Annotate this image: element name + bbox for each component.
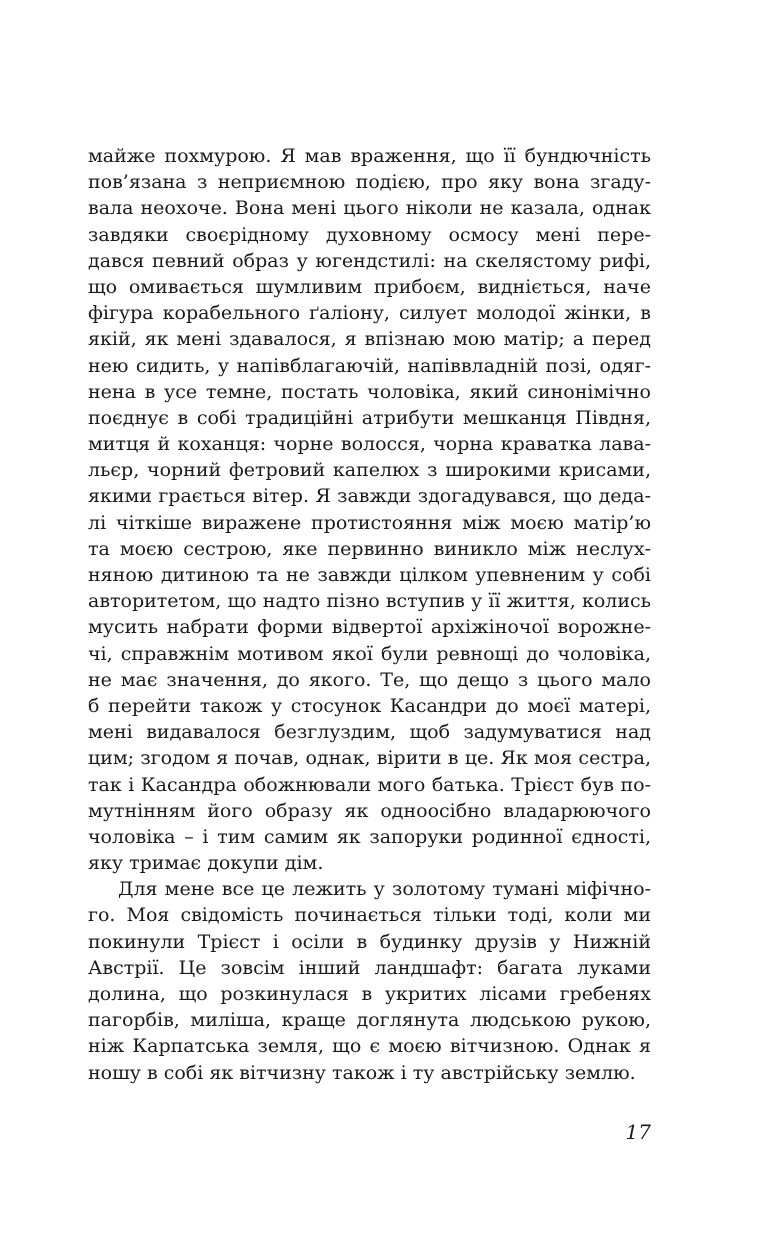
text-line: вала неохоче. Вона мені цього ніколи не казала, однак — [88, 197, 651, 220]
text-line: покинули Трієст і осіли в будинку друзів у Нижній — [88, 930, 651, 953]
text-line: поєднує в собі традиційні атрибути мешканця Півдня, — [88, 406, 651, 429]
text-line: та моєю сестрою, яке первинно виникло між неслух- — [88, 537, 651, 560]
text-line: яку тримає докупи дім. — [88, 852, 324, 875]
text-line: го. Моя свідомість починається тільки тоді, коли ми — [88, 904, 651, 927]
text-line: долина, що розкинулася в укритих лісами гребенях — [88, 983, 651, 1005]
text-line: Австрії. Це зовсім інший ландшафт: багата луками — [88, 956, 651, 979]
text-line: цим; згодом я почав, однак, вірити в це. Як моя сестра, — [88, 747, 651, 770]
text-line: дався певний образ у югендстилі: на скелястому рифі, — [88, 249, 651, 272]
text-line: не має значення, до якого. Те, що дещо з цього мало — [88, 668, 651, 691]
text-line: якими грається вітер. Я завжди здогадувався, що деда- — [88, 485, 651, 508]
body-text — [88, 143, 651, 1086]
text-line: мені видавалося безглуздим, щоб задумуватися над — [88, 721, 651, 744]
text-line: чоловіка – і тим самим як запоруки родинної єдності, — [88, 825, 651, 848]
text-line: авторитетом, що надто пізно вступив у її життя, колись — [88, 590, 651, 613]
text-line: пагорбів, миліша, краще доглянута людською рукою, — [88, 1009, 651, 1032]
page-number: 17 — [625, 1120, 651, 1144]
text-line: няною дитиною та не завжди цілком упевненим у собі — [88, 564, 651, 586]
text-line: ношу в собі як вітчизну також і ту австрійську землю. — [88, 1061, 636, 1084]
text-line: мусить набрати форми відвертої архіжіночої ворожне- — [88, 616, 651, 639]
text-line: що омивається шумливим прибоєм, видніється, наче — [88, 275, 651, 298]
text-line: нею сидить, у напівблагаючій, напіввладній позі, одяг- — [88, 354, 651, 377]
text-line: так і Касандра обожнювали мого батька. Трієст був по- — [88, 773, 651, 796]
paragraph — [88, 143, 651, 876]
text-line: Для мене все це лежить у золотому тумані міфічно- — [118, 878, 651, 901]
paragraph — [88, 876, 651, 1086]
text-line: мутнінням його образу як одноосібно владарюючого — [88, 799, 651, 822]
text-line: чі, справжнім мотивом якої були ревнощі до чоловіка, — [88, 642, 651, 665]
text-line: лі чіткіше виражене протистояння між моєю матір’ю — [88, 511, 651, 534]
text-line: ніж Карпатська земля, що є моєю вітчизною. Однак я — [88, 1035, 651, 1058]
text-line: б перейти також у стосунок Касандри до моєї матері, — [88, 694, 651, 717]
text-line: льєр, чорний фетровий капелюх з широкими крисами, — [88, 459, 651, 482]
text-line: митця й коханця: чорне волосся, чорна краватка лава- — [88, 433, 651, 456]
text-line: завдяки своєрідному духовному осмосу мені пере- — [88, 223, 651, 246]
text-line: якій, як мені здавалося, я впізнаю мою матір; а перед — [88, 328, 651, 351]
text-line: нена в усе темне, постать чоловіка, який синонімічно — [88, 380, 651, 403]
text-line: фігура корабельного ґаліону, силует молодої жінки, в — [88, 302, 651, 325]
text-line: пов’язана з неприємною подією, про яку вона згаду- — [88, 171, 651, 194]
text-line: майже похмурою. Я мав враження, що її бундючність — [88, 145, 651, 167]
